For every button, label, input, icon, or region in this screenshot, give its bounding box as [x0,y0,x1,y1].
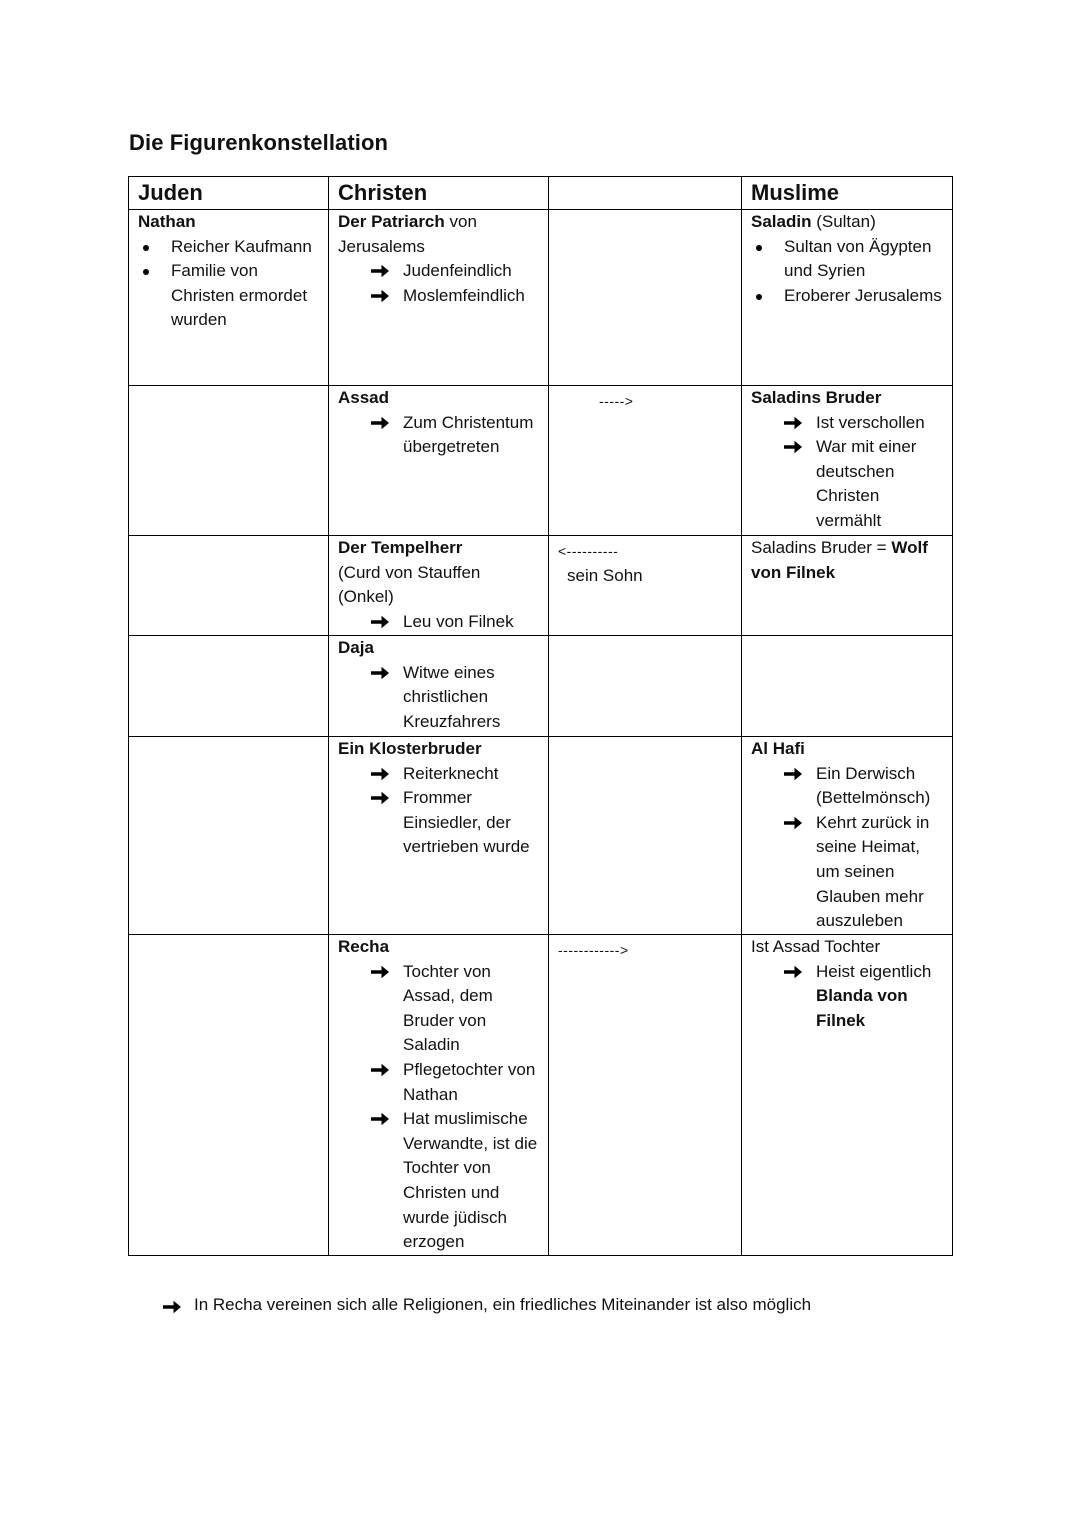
cell-daja [329,636,549,737]
cell-saladin [742,210,953,386]
cell-empty [129,935,329,1256]
list-item [370,1107,544,1255]
arrow-right-icon [370,288,390,304]
character-name: Saladins Bruder [751,388,882,407]
character-detail: (Curd von Stauffen [338,562,481,582]
cell-relation [549,536,742,636]
cell-relation [549,935,742,1256]
cell-al-hafi [742,737,953,935]
header-christen: Christen [329,177,549,210]
page-title: Die Figurenkonstellation [129,130,389,155]
arrow-list [751,960,948,1034]
cell-nathan [129,210,329,386]
identity-bold: Blanda von Filnek [816,986,908,1030]
cell-patriarch [329,210,549,386]
character-name-rest: (Sultan) [816,212,876,231]
list-item [783,811,948,934]
figurenkonstellation-table [128,176,953,1256]
cell-relation-empty [549,636,742,737]
arrow-list [751,411,948,534]
list-item-text: Judenfeindlich [403,261,512,281]
relation-arrow: ------------> [558,942,629,958]
identity-text: Ist Assad Tochter [751,937,881,956]
list-item-text: Tochter von Assad, dem Bruder von Saladin [403,961,493,1055]
list-item: Familie von Christen ermordet wurden [138,259,324,333]
list-item-text: Witwe eines christlichen Kreuzfahrers [403,662,501,731]
table-row [129,636,953,737]
arrow-right-icon [783,766,803,782]
table-row [129,386,953,536]
list-item: Eroberer Jerusalems [751,284,948,309]
list-item: Sultan von Ägypten und Syrien [751,235,948,284]
arrow-right-icon [370,1062,390,1078]
arrow-list [338,411,544,460]
cell-relation [549,386,742,536]
relation-note: sein Sohn [567,565,643,585]
list-item [370,610,544,635]
arrow-right-icon [370,614,390,630]
relation-arrow: -----> [599,393,634,409]
cell-empty [129,737,329,935]
table-header-row [129,177,953,210]
list-item [783,960,948,1034]
list-item-text: Ist verschollen [816,412,925,432]
conclusion [162,1295,811,1315]
list-item-text: Zum Christentum übergetreten [403,412,534,457]
arrow-right-icon [370,1111,390,1127]
list-item-text: Leu von Filnek [403,611,514,631]
cell-assad [329,386,549,536]
identity-text: Saladins Bruder = [751,538,887,557]
list-item-text: Heist eigentlich [816,961,932,981]
table-row [129,210,953,386]
arrow-list [751,762,948,934]
arrow-right-icon [783,815,803,831]
list-item-text: Reiterknecht [403,763,499,783]
list-item [370,284,544,309]
arrow-right-icon [783,439,803,455]
list-item [370,1058,544,1107]
arrow-right-icon [370,665,390,681]
arrow-right-icon [783,964,803,980]
bullet-list [751,235,948,309]
character-name-rest: von Jerusalems [338,212,477,256]
arrow-right-icon [783,415,803,431]
list-item [370,259,544,284]
list-item [783,435,948,533]
character-detail: (Onkel) [338,587,394,607]
table-row [129,935,953,1256]
list-item [370,960,544,1058]
list-item: Reicher Kaufmann [138,235,324,260]
arrow-list [338,661,544,735]
header-middle [549,177,742,210]
identity-bold: Wolf von Filnek [751,538,928,582]
cell-klosterbruder [329,737,549,935]
list-item-text: Frommer Einsiedler, der vertrieben wurde [403,788,530,857]
character-name: Saladin [751,212,812,231]
arrow-right-icon [370,964,390,980]
character-name: Daja [338,638,374,657]
list-item-text: War mit einer deutschen Christen vermählt [816,437,917,530]
header-juden: Juden [129,177,329,210]
list-item-text: Kehrt zurück in seine Heimat, um seinen Glauben mehr auszuleben [816,812,930,931]
arrow-right-icon [162,1299,182,1315]
cell-tempelherr [329,536,549,636]
list-item [370,762,544,787]
character-name: Der Tempelherr [338,538,463,557]
character-name: Al Hafi [751,739,805,758]
bullet-list [138,235,324,333]
conclusion-text: In Recha vereinen sich alle Religionen, ein friedliches Miteinander ist also möglich [194,1295,812,1314]
arrow-list [338,762,544,860]
list-item-text: Ein Derwisch (Bettelmönsch) [816,763,931,808]
list-item [370,411,544,460]
cell-empty [129,636,329,737]
arrow-list [338,259,544,308]
arrow-list [338,610,544,635]
list-item-text: Hat muslimische Verwandte, ist die Tochter von Christen und wurde jüdisch erzogen [403,1109,538,1252]
cell-saladins-bruder [742,386,953,536]
arrow-right-icon [370,415,390,431]
list-item [370,661,544,735]
relation-arrow: <---------- [558,543,619,559]
cell-empty [129,536,329,636]
character-name: Nathan [138,212,196,231]
character-name: Assad [338,388,390,407]
list-item-text: Pflegetochter von Nathan [403,1059,536,1104]
cell-blanda-von-filnek [742,935,953,1256]
list-item [783,411,948,436]
arrow-right-icon [370,790,390,806]
list-item [370,786,544,860]
character-name: Recha [338,937,390,956]
cell-empty [129,386,329,536]
cell-recha [329,935,549,1256]
arrow-right-icon [370,766,390,782]
cell-wolf-von-filnek [742,536,953,636]
arrow-list [338,960,544,1255]
cell-relation-empty [549,737,742,935]
list-item [783,762,948,811]
header-muslime: Muslime [742,177,953,210]
table-row [129,536,953,636]
cell-empty [742,636,953,737]
list-item-text: Moslemfeindlich [403,285,525,305]
cell-relation-empty [549,210,742,386]
character-name: Ein Klosterbruder [338,739,482,758]
character-name: Der Patriarch [338,212,445,231]
arrow-right-icon [370,263,390,279]
table-row [129,737,953,935]
